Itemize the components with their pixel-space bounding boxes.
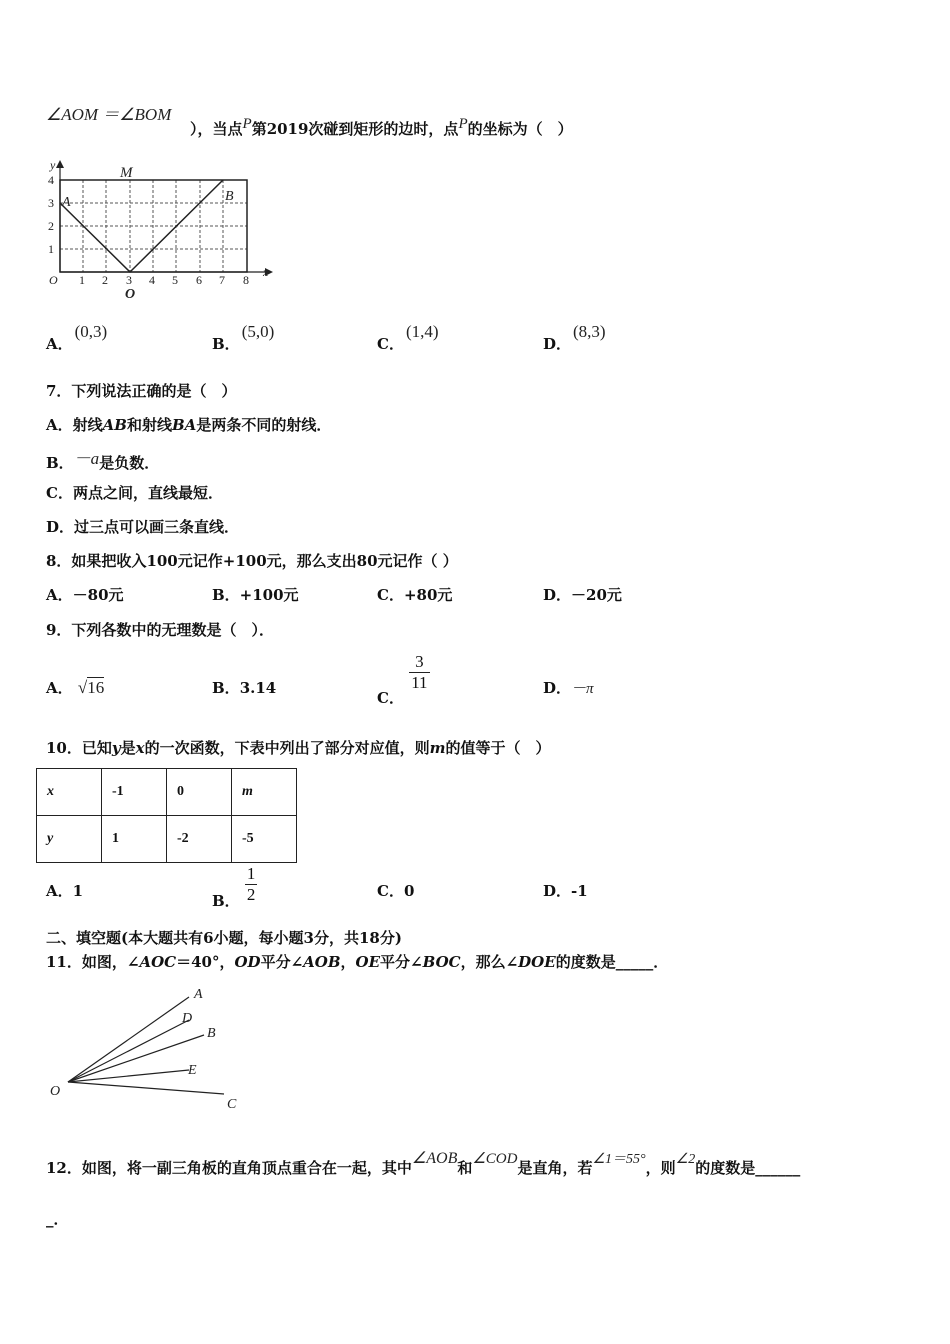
q8-option-a[interactable]: A．－80元 (46, 586, 124, 604)
table-cell: 0 (167, 769, 232, 816)
q6-xtick-8: 8 (243, 273, 249, 287)
q9-option-d[interactable] (543, 677, 594, 698)
q6-option-b-label: B． (212, 335, 240, 353)
q11-label-c: C (227, 1097, 237, 1112)
q12-s2: 和 (457, 1159, 473, 1177)
q11-doe: DOE (518, 953, 556, 971)
q10-y: y (111, 739, 121, 757)
table-cell: -2 (167, 816, 232, 863)
table-row (37, 769, 297, 816)
q10-a-value: 1 (72, 882, 84, 900)
q11-s6: ，那么∠ (460, 953, 519, 971)
q10-s1: 10．已知 (46, 739, 112, 757)
q9-b-label: B． (212, 679, 240, 697)
q6-xtick-4: 4 (149, 273, 155, 287)
table-row (37, 816, 297, 863)
q9-d-label: D． (543, 679, 572, 697)
q6-option-b[interactable] (212, 322, 275, 354)
q6-y-label: y (50, 158, 56, 172)
table-cell: x (37, 769, 102, 816)
q10-b-fraction (245, 864, 258, 905)
q6-lead-line (46, 100, 171, 125)
q11-label-b: B (207, 1026, 216, 1041)
q10-stem (46, 737, 550, 758)
section-2-heading: 二、填空题(本大题共有6小题，每小题3分，共18分) (46, 929, 402, 947)
q9-option-c[interactable] (377, 652, 430, 707)
q11-label-a: A (194, 987, 203, 1002)
q6-grid-lines (60, 180, 247, 272)
q11-oe: OE (355, 953, 381, 971)
q10-d-label: D． (543, 882, 572, 900)
q10-a-label: A． (46, 882, 73, 900)
q11-aob: AOB (303, 953, 341, 971)
q8-option-c[interactable]: C．+80元 (377, 586, 453, 604)
q10-c-label: C． (377, 882, 404, 900)
q11-s1: 11．如图，∠ (46, 953, 140, 971)
q6-y-arrow (56, 160, 64, 168)
q10-option-b[interactable] (212, 864, 257, 910)
q10-option-a[interactable] (46, 880, 83, 901)
q6-text1: ），当点 (190, 120, 243, 138)
q11-s2: ＝40°， (176, 953, 235, 971)
q10-x: x (135, 739, 145, 757)
q7-b-end: 是负数． (99, 454, 160, 472)
q7-option-c[interactable]: C．两点之间，直线最短． (46, 484, 223, 502)
q12-m2: ∠COD (472, 1151, 518, 1167)
q10-d-value: -1 (571, 882, 588, 900)
q9-option-a[interactable] (46, 677, 104, 698)
q9-c-den: 11 (411, 673, 428, 692)
q9-stem: 9．下列各数中的无理数是（ ）． (46, 621, 274, 639)
q12-s5: 的度数是______ (695, 1159, 801, 1177)
q10-s4: 的值等于（ ） (445, 739, 551, 757)
q7-b-label: B． (46, 454, 74, 472)
q12-m4: ∠2 (675, 1152, 696, 1167)
q11-angle-figure (44, 982, 254, 1112)
q6-option-d-label: D． (543, 335, 572, 353)
q6-point-m: M (120, 165, 133, 181)
q12-s1: 12．如图，将一副三角板的直角顶点重合在一起，其中 (46, 1159, 412, 1177)
q11-s5: 平分∠ (380, 953, 423, 971)
q10-option-c[interactable] (377, 880, 414, 901)
q11-ray-od (68, 1020, 189, 1082)
table-cell: -5 (232, 816, 297, 863)
q6-x-label: x (263, 265, 269, 279)
q6-angle-math: ∠AOM ＝∠BOM (46, 105, 172, 124)
q10-b-num: 1 (246, 864, 256, 883)
q11-label-d: D (182, 1011, 193, 1026)
q10-s3: 的一次函数，下表中列出了部分对应值，则 (144, 739, 430, 757)
q6-ytick-2: 2 (48, 219, 54, 233)
q6-origin-label: O (49, 273, 58, 287)
q9-c-fraction (409, 652, 429, 693)
q6-xtick-7: 7 (219, 273, 225, 287)
q11-ray-oc (68, 1082, 224, 1094)
q6-grid-figure (40, 158, 280, 303)
q9-c-label: C． (377, 688, 404, 707)
q8-stem: 8．如果把收入100元记作+100元，那么支出80元记作（ ） (46, 552, 458, 570)
q6-point-a: A (62, 195, 71, 210)
q6-bottom-o: O (125, 287, 136, 302)
q6-text2: 第2019次碰到矩形的边时，点 (251, 120, 459, 138)
table-cell: 1 (102, 816, 167, 863)
q9-a-label: A． (46, 679, 73, 697)
q6-ytick-4: 4 (48, 173, 54, 187)
table-cell: m (232, 769, 297, 816)
q6-text3: 的坐标为（ ） (467, 120, 573, 138)
q7-option-b[interactable] (46, 448, 159, 473)
q11-ray-oa (68, 997, 189, 1082)
q10-b-label: B． (212, 891, 240, 910)
q6-xtick-6: 6 (196, 273, 202, 287)
q12-m3: ∠1＝55° (592, 1152, 646, 1167)
q10-value-table (36, 768, 297, 863)
q6-xtick-2: 2 (102, 273, 108, 287)
q10-m: m (429, 739, 446, 757)
q7-a-ba: BA (171, 416, 197, 434)
q6-xtick-5: 5 (172, 273, 178, 287)
q12-s4: ，则 (645, 1159, 676, 1177)
q7-stem: 7．下列说法正确的是（ ） (46, 382, 237, 400)
q12-m1: ∠AOB (411, 1150, 458, 1167)
q7-a-ab: AB (102, 416, 127, 434)
q9-a-radicand: 16 (87, 678, 105, 697)
q9-option-b[interactable] (212, 677, 276, 698)
q6-ytick-1: 1 (48, 242, 54, 256)
q6-xtick-3: 3 (126, 273, 132, 287)
q7-a-label: A．射线 (46, 416, 103, 434)
q10-s2: 是 (120, 739, 136, 757)
q6-stem (190, 116, 573, 139)
q11-s3: 平分∠ (260, 953, 304, 971)
q12-s3: 是直角，若 (517, 1159, 593, 1177)
q11-aoc: AOC (139, 953, 177, 971)
q6-option-d-value: (8,3) (573, 322, 606, 341)
q6-option-d[interactable] (543, 322, 606, 354)
q6-ytick-3: 3 (48, 196, 54, 210)
q11-stem (46, 951, 668, 972)
q11-label-o: O (50, 1084, 61, 1099)
q12-blank-line: _． (46, 1210, 69, 1228)
table-cell: -1 (102, 769, 167, 816)
q6-option-c[interactable] (377, 322, 439, 354)
q7-a-mid: 和射线 (126, 416, 172, 434)
q8-option-d[interactable]: D．－20元 (543, 586, 622, 604)
q6-option-a-value: (0,3) (74, 322, 108, 341)
q9-a-sqrt (78, 677, 104, 697)
q6-xtick-1: 1 (79, 273, 85, 287)
q11-boc: BOC (422, 953, 461, 971)
q10-b-den: 2 (246, 885, 256, 904)
q10-option-d[interactable] (543, 880, 588, 901)
q11-s4: ， (340, 953, 356, 971)
table-cell: y (37, 816, 102, 863)
q7-a-end: 是两条不同的射线． (196, 416, 332, 434)
q9-b-value: 3.14 (239, 679, 277, 697)
q6-option-c-label: C． (377, 335, 404, 353)
q6-p1: P (242, 116, 252, 132)
q7-option-a[interactable] (46, 414, 331, 435)
q6-option-c-value: (1,4) (405, 322, 439, 341)
q9-c-num: 3 (409, 652, 429, 673)
q6-option-a-label: A． (46, 335, 73, 353)
q7-b-math: －a (73, 449, 100, 468)
q11-s7: 的度数是_____． (555, 953, 669, 971)
q8-option-b[interactable]: B．+100元 (212, 586, 299, 604)
q6-option-b-value: (5,0) (241, 322, 275, 341)
sqrt-icon: √ (77, 678, 88, 697)
q12-stem (46, 1150, 801, 1178)
q6-option-a[interactable] (46, 322, 108, 354)
q6-point-b: B (225, 189, 234, 204)
q6-p2: P (458, 116, 468, 132)
q9-d-value: －π (571, 681, 594, 697)
q7-option-d[interactable]: D．过三点可以画三条直线． (46, 518, 240, 536)
q11-od: OD (234, 953, 261, 971)
q11-label-e: E (188, 1063, 197, 1078)
q10-c-value: 0 (403, 882, 415, 900)
